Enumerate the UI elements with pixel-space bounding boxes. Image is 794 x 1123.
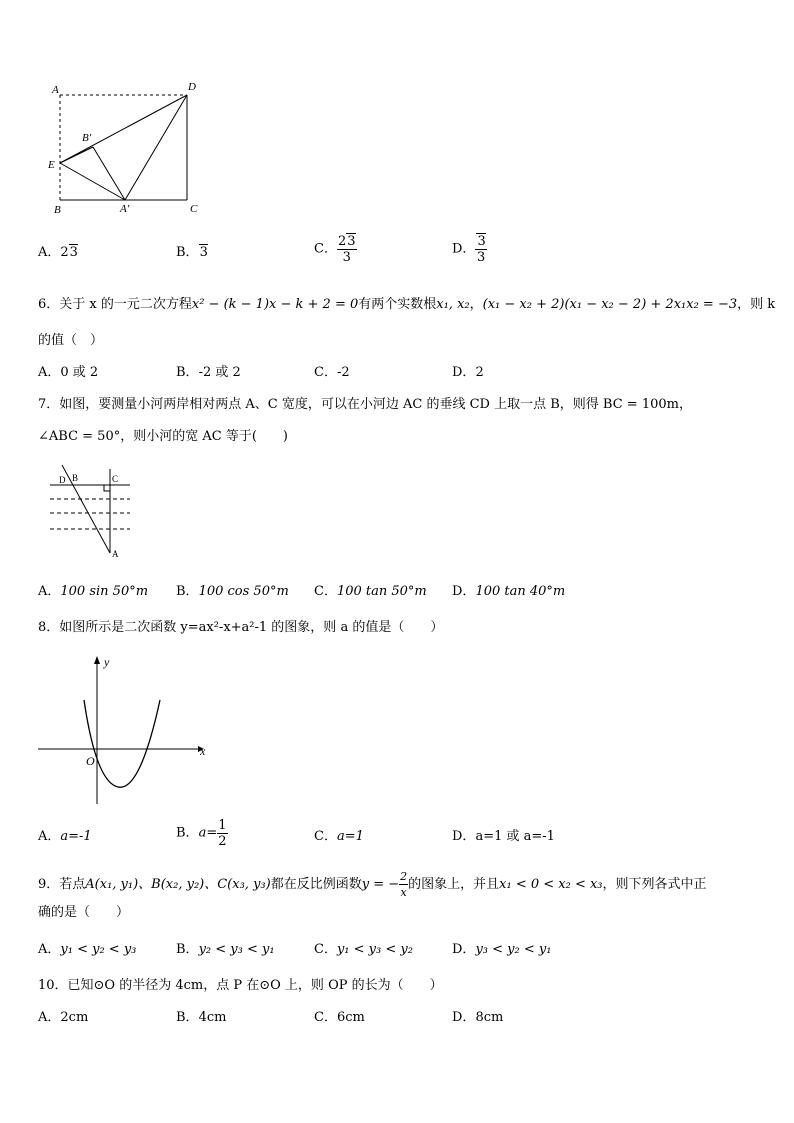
fig7-label-C: C <box>112 474 119 484</box>
q10-stem: 10．已知⊙O 的半径为 4cm，点 P 在⊙O 上，则 OP 的长为（ ） <box>38 978 443 993</box>
fig5-label-Aprime: A' <box>120 203 130 215</box>
q9-option-a[interactable]: A．y₁ < y₂ < y₃ <box>38 942 137 957</box>
q8-stem: 8．如图所示是二次函数 y=ax²-x+a²-1 的图象，则 a 的值是（ ） <box>38 620 444 635</box>
q6-option-c[interactable]: C．-2 <box>314 365 350 380</box>
fig8-label-y: y <box>104 655 110 669</box>
q8-option-d[interactable]: D．a=1 或 a=-1 <box>452 829 555 844</box>
fig5-label-Bprime: B' <box>82 132 92 144</box>
fig8-label-x: x <box>200 744 206 758</box>
q9-option-b[interactable]: B．y₂ < y₃ < y₁ <box>176 942 275 957</box>
q5-figure <box>40 75 220 225</box>
fig8-label-O: O <box>86 754 95 768</box>
q9-option-c[interactable]: C．y₁ < y₃ < y₂ <box>314 942 413 957</box>
q10-option-c[interactable]: C．6cm <box>314 1010 365 1025</box>
fig5-label-E: E <box>48 159 55 171</box>
q8-option-c[interactable]: C．a=1 <box>314 829 364 844</box>
q6-option-d[interactable]: D．2 <box>452 365 484 380</box>
fig7-label-B: B <box>72 473 79 483</box>
q6-stem-line2: 的值（ ） <box>38 333 104 348</box>
q7-option-b[interactable]: B．100 cos 50°m <box>176 584 289 599</box>
fig7-label-A: A <box>112 549 119 559</box>
q7-figure <box>44 463 134 563</box>
q8-figure <box>36 652 216 812</box>
q10-option-b[interactable]: B．4cm <box>176 1010 227 1025</box>
q9-stem-line2: 确的是（ ） <box>38 905 130 920</box>
q6-stem-line1: 6．关于 x 的一元二次方程x² − (k − 1)x − k + 2 = 0有两个实数根x₁, x₂，(x₁ − x₂ + 2)(x₁ − x₂ − 2) + 2x₁x₂ = −3，则 k <box>38 297 776 312</box>
q5-option-b[interactable]: B．3 <box>176 245 208 260</box>
q9-option-d[interactable]: D．y₃ < y₂ < y₁ <box>452 942 552 957</box>
fig7-label-D: D <box>59 475 66 485</box>
q7-stem-line2: ∠ABC = 50°，则小河的宽 AC 等于( ) <box>38 429 288 444</box>
q7-option-a[interactable]: A．100 sin 50°m <box>38 584 149 599</box>
q7-stem-line1: 7．如图，要测量小河两岸相对两点 A、C 宽度，可以在小河边 AC 的垂线 CD 上取一点 B，则得 BC = 100m， <box>38 397 692 412</box>
q7-option-d[interactable]: D．100 tan 40°m <box>452 584 566 599</box>
q10-option-d[interactable]: D．8cm <box>452 1010 504 1025</box>
q9-stem-line1: 9．若点A(x₁, y₁)、B(x₂, y₂)、C(x₃, y₃)都在反比例函数y = − $\frac{2}{x}$ 的图象上，并且x₁ < 0 < x₂ < x₃，则下列各式中正 <box>38 870 707 899</box>
fig5-label-B: B <box>54 204 61 216</box>
fig5-label-D: D <box>188 81 196 93</box>
q5-option-a[interactable]: A．23 <box>38 245 78 260</box>
q6-option-b[interactable]: B．-2 或 2 <box>176 365 241 380</box>
q6-option-a[interactable]: A．0 或 2 <box>38 365 99 380</box>
q5-option-c[interactable]: C． $\frac{23}{3}$ <box>314 234 356 265</box>
q8-option-a[interactable]: A．a=-1 <box>38 829 92 844</box>
fig5-label-C: C <box>190 203 198 215</box>
q7-option-c[interactable]: C．100 tan 50°m <box>314 584 427 599</box>
q5-option-d[interactable]: D． $\frac{3}{3}$ <box>452 234 486 265</box>
fig5-label-A: A <box>52 84 59 96</box>
q10-option-a[interactable]: A．2cm <box>38 1010 89 1025</box>
q8-option-b[interactable]: B．a= $\frac{1}{2}$ <box>176 818 227 849</box>
